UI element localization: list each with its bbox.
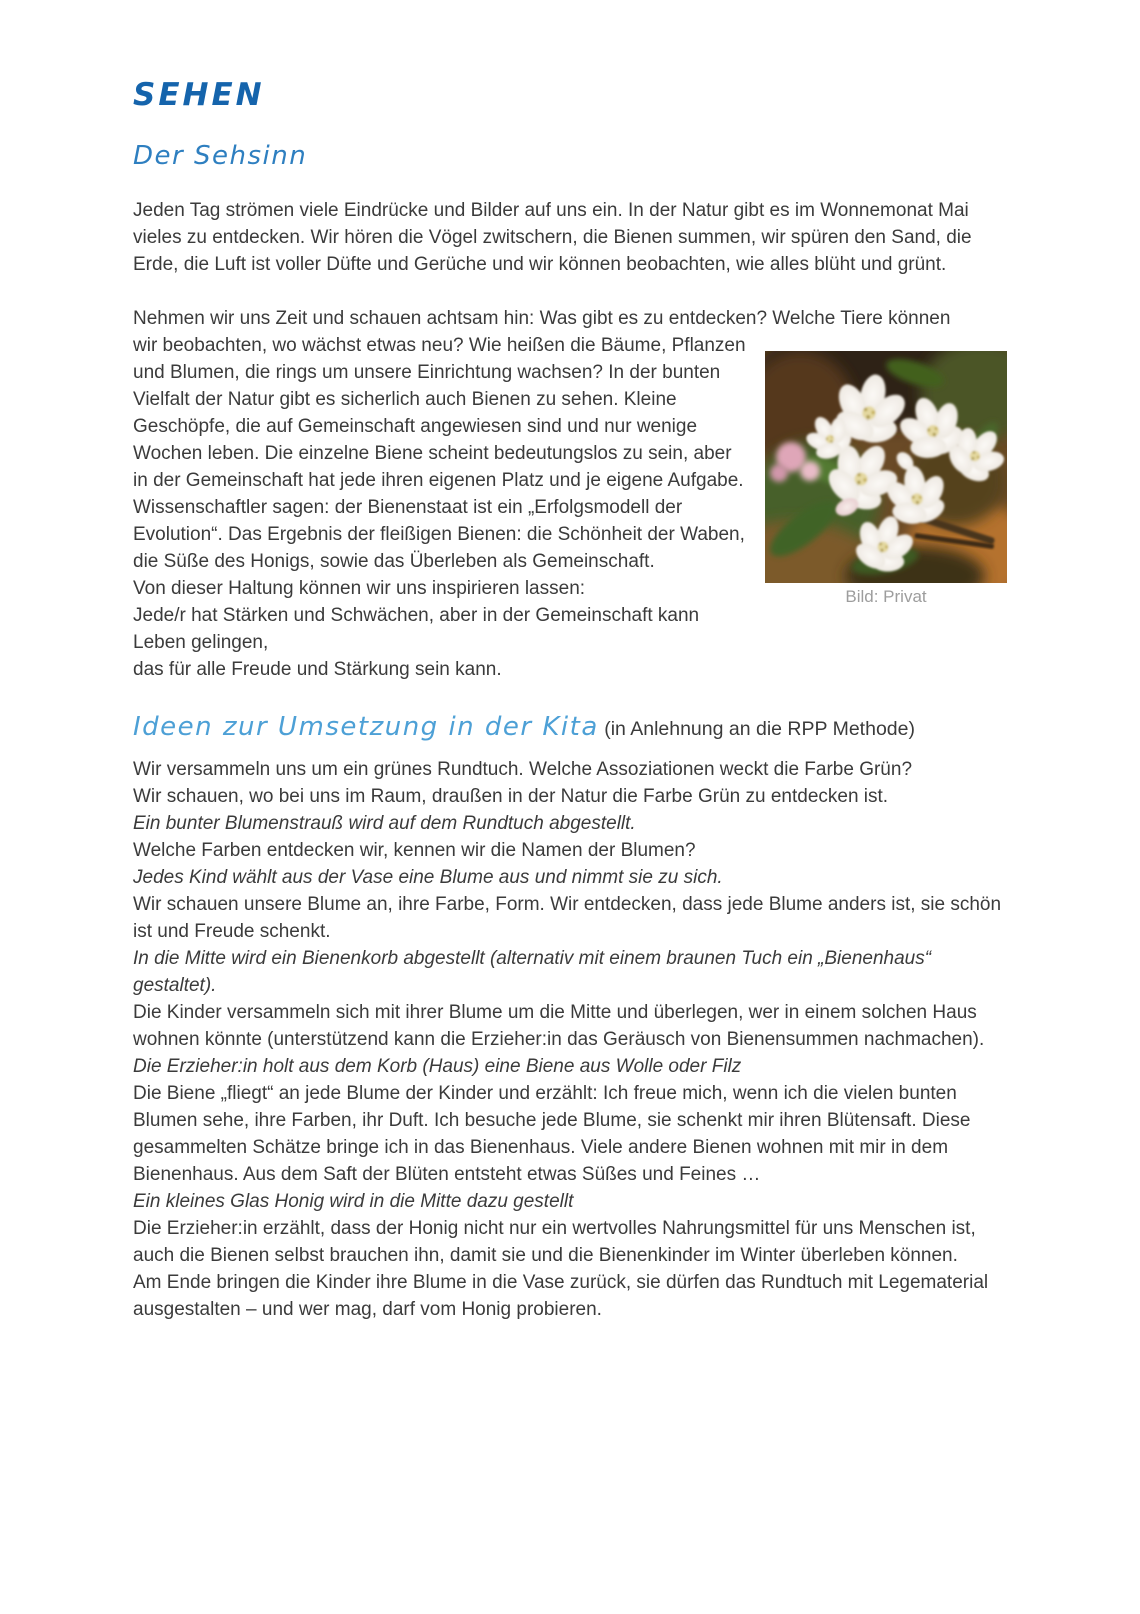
activity-line: Wir schauen, wo bei uns im Raum, draußen in der Natur die Farbe Grün zu entdecken ist. [133, 786, 889, 807]
paragraph-nature-line-a: Von dieser Haltung können wir uns inspirieren lassen: [133, 578, 586, 599]
blossom-photo-image [765, 351, 1007, 583]
activity-line: Welche Farben entdecken wir, kennen wir die Namen der Blumen? [133, 840, 696, 861]
activity-list [133, 756, 1007, 1323]
blossom-figure [765, 351, 1007, 608]
activity-line: Jedes Kind wählt aus der Vase eine Blume aus und nimmt sie zu sich. [133, 867, 723, 888]
activity-line: Die Kinder versammeln sich mit ihrer Blume um die Mitte und überlegen, wer in einem solchen Haus wohnen könnte (unterstützend kann die Erzieher:in das Geräusch von Bienensummen nachmachen). [133, 1002, 985, 1050]
activity-line: Wir versammeln uns um ein grünes Rundtuch. Welche Assoziationen weckt die Farbe Grün? [133, 759, 913, 780]
section-heading-kita [133, 712, 1007, 744]
kita-heading-suffix: (in Anlehnung an die RPP Methode) [598, 718, 915, 740]
activity-line: Am Ende bringen die Kinder ihre Blume in die Vase zurück, sie dürfen das Rundtuch mit Legematerial ausgestalten – und wer mag, darf vom Honig probieren. [133, 1272, 989, 1320]
activity-line: Die Biene „fliegt“ an jede Blume der Kinder und erzählt: Ich freue mich, wenn ich die vielen bunten Blumen sehe, ihre Farben, ihr Duft. Ich besuche jede Blume, sie schenkt mir ihren Blütensaft. Diese gesammelten Schätze bringe ich in das Bienenhaus. Viele andere Bienen wohnen mit mir in dem Bienenhaus. Aus dem Saft der Blüten entsteht etwas Süßes und Feines … [133, 1083, 971, 1185]
paragraph-intro: Jeden Tag strömen viele Eindrücke und Bilder auf uns ein. In der Natur gibt es im Wonnemonat Mai vieles zu entdecken. Wir hören die Vögel zwitschern, die Bienen summen, wir spüren den Sand, die Erde, die Luft ist voller Düfte und Gerüche und wir können beobachten, wie alles blüht und grünt. [133, 200, 972, 275]
activity-line: Die Erzieher:in holt aus dem Korb (Haus) eine Biene aus Wolle oder Filz [133, 1056, 742, 1077]
page-title: SEHEN [133, 77, 265, 113]
kita-heading-text: Ideen zur Umsetzung in der Kita [133, 712, 599, 742]
paragraph-nature-line-b: Jede/r hat Stärken und Schwächen, aber in der Gemeinschaft kann Leben gelingen, [133, 605, 700, 653]
activity-line: In die Mitte wird ein Bienenkorb abgestellt (alternativ mit einem braunen Tuch ein „Bienenhaus“ gestaltet). [133, 948, 932, 996]
image-caption: Bild: Privat [845, 587, 927, 606]
activity-line: Ein kleines Glas Honig wird in die Mitte dazu gestellt [133, 1191, 574, 1212]
activity-line: Wir schauen unsere Blume an, ihre Farbe, Form. Wir entdecken, dass jede Blume anders ist, sie schön ist und Freude schenkt. [133, 894, 1002, 942]
paragraph-nature-line-c: das für alle Freude und Stärkung sein kann. [133, 659, 502, 680]
activity-line: Die Erzieher:in erzählt, dass der Honig nicht nur ein wertvolles Nahrungsmittel für uns Menschen ist, auch die Bienen selbst brauchen ihn, damit sie und die Bienenkinder im Winter überleben können. [133, 1218, 976, 1266]
paragraph-nature-body: wir beobachten, wo wächst etwas neu? Wie heißen die Bäume, Pflanzen und Blumen, die rings um unsere Einrichtung wachsen? In der bunten Vielfalt der Natur gibt es sicherlich auch Bienen zu sehen. Kleine Geschöpfe, die auf Gemeinschaft angewiesen sind und nur wenige Wochen leben. Die einzelne Biene scheint bedeutungslos zu sein, aber in der Gemeinschaft hat jede ihren eigenen Platz und je eigene Aufgabe. Wissenschaftler sagen: der Bienenstaat ist ein „Erfolgsmodell der Evolution“. Das Ergebnis der fleißigen Bienen: die Schönheit der Waben, die Süße des Honigs, sowie das Überleben als Gemeinschaft. [133, 335, 746, 572]
activity-line: Ein bunter Blumenstrauß wird auf dem Rundtuch abgestellt. [133, 813, 636, 834]
paragraph-nature [133, 305, 1007, 683]
section-heading-der-sehsinn: Der Sehsinn [133, 141, 308, 171]
paragraph-nature-line1: Nehmen wir uns Zeit und schauen achtsam hin: Was gibt es zu entdecken? Welche Tiere können [133, 308, 951, 329]
